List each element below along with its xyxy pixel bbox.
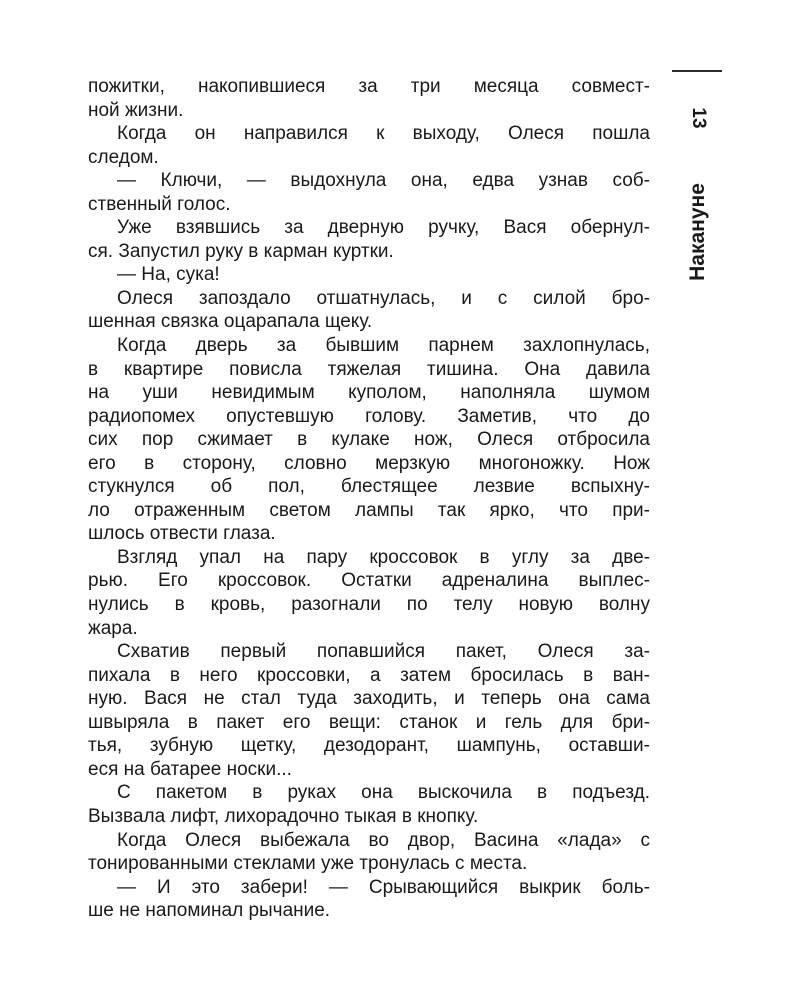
text-line: шенная связка оцарапала щеку. [88, 311, 373, 333]
text-line: пожитки, накопившиеся за три месяца совмест- [88, 76, 650, 97]
body-text [88, 75, 650, 923]
text-line: Взгляд упал на пару кроссовок в углу за две- [117, 546, 650, 568]
text-line: стукнулся об пол, блестящее лезвие вспыхну- [88, 476, 650, 498]
text-line: рью. Его кроссовок. Остатки адреналина выплес- [88, 570, 650, 592]
text-line: ло отраженным светом лампы так ярко, что при- [88, 499, 650, 521]
text-line: Олеся запоздало отшатнулась, и с силой бро- [117, 287, 650, 309]
text-line: пихала в него кроссовки, а затем бросилась в ван- [88, 664, 650, 686]
text-line: ся. Запустил руку в карман куртки. [88, 240, 394, 262]
text-line: ной жизни. [88, 99, 184, 121]
text-line: Когда он направился к выходу, Олеся пошла [117, 123, 650, 145]
text-line: жара. [88, 617, 138, 639]
text-line: швыряла в пакет его вещи: станок и гель для бри- [88, 711, 650, 733]
text-line: — И это забери! — Срывающийся выкрик боль- [117, 876, 650, 898]
text-line: на уши невидимым куполом, наполняла шумом [88, 382, 650, 404]
text-line: — На, сука! [117, 264, 220, 286]
text-line: Когда дверь за бывшим парнем захлопнулась, [117, 335, 650, 357]
text-line: С пакетом в руках она выскочила в подъезд. [117, 782, 650, 804]
text-line: еся на батарее носки... [88, 758, 292, 780]
text-line: тонированными стеклами уже тронулась с места. [88, 853, 528, 875]
text-line: ственный голос. [88, 193, 231, 215]
text-line: следом. [88, 146, 159, 168]
text-line: тья, зубную щетку, дезодорант, шампунь, оставши- [88, 735, 650, 757]
text-line: радиопомех опустевшую голову. Заметив, что до [88, 405, 650, 427]
text-line: его в сторону, словно мерзкую многоножку. Нож [88, 452, 650, 474]
text-line: ную. Вася не стал туда заходить, и теперь она сама [88, 688, 650, 710]
header-rule [672, 70, 722, 72]
text-line: Схватив первый попавшийся пакет, Олеся за- [117, 641, 650, 663]
text-line: Вызвала лифт, лихорадочно тыкая в кнопку. [88, 805, 479, 827]
text-line: Уже взявшись за дверную ручку, Вася обернул- [117, 217, 650, 239]
running-title: Накануне [686, 183, 709, 281]
text-line: в квартире повисла тяжелая тишина. Она давила [88, 358, 650, 380]
text-line: ше не напоминал рычание. [88, 900, 331, 922]
text-line: нулись в кровь, разогнали по телу новую волну [88, 594, 650, 616]
text-line: Когда Олеся выбежала во двор, Васина «лада» с [117, 829, 650, 851]
text-line: сих пор сжимает в кулаке нож, Олеся отбросила [88, 429, 650, 451]
text-line: шлось отвести глаза. [88, 523, 276, 545]
text-line: — Ключи, — выдохнула она, едва узнав соб- [117, 170, 650, 192]
page-number: 13 [688, 107, 709, 129]
